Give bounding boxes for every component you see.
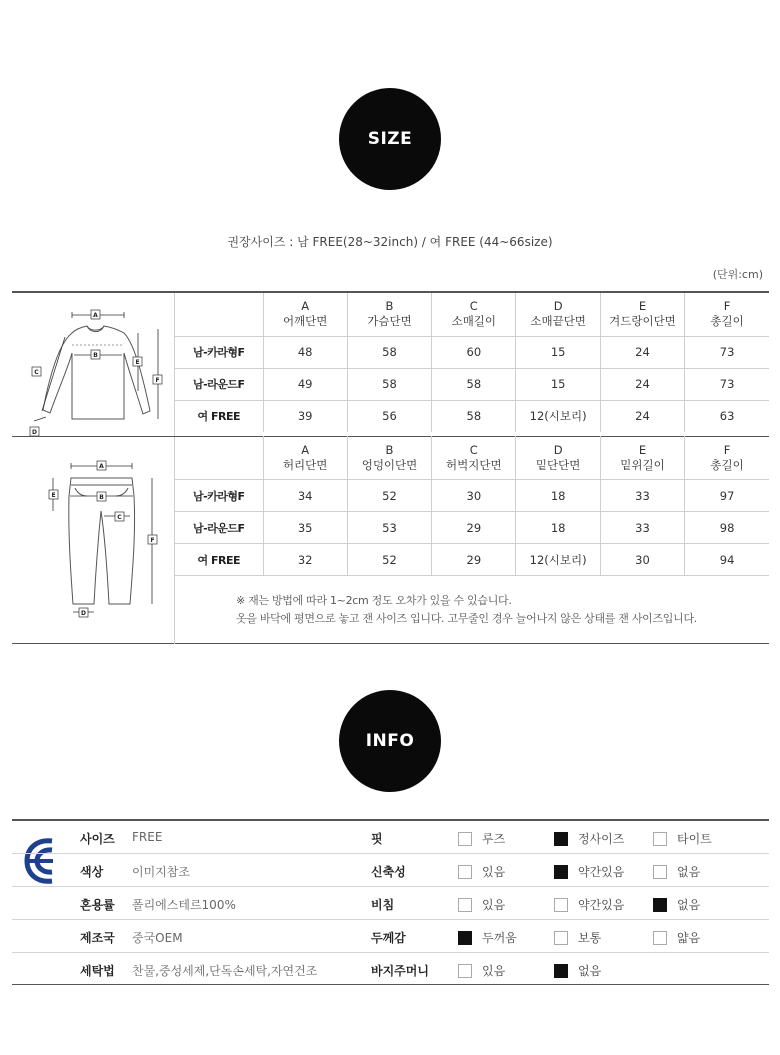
table-row [175, 368, 769, 400]
header-cell: D 밑단단면 [516, 437, 600, 480]
table-cell: 30 [600, 544, 684, 576]
diagram-letter-e: E [135, 359, 140, 366]
table-cell: 73 [685, 336, 769, 368]
measurement-note [175, 580, 769, 644]
header-cell: E 밑위길이 [600, 437, 684, 480]
info-row [12, 887, 769, 920]
option-pocket-yes[interactable]: 있음 [458, 962, 505, 979]
table-cell: 24 [600, 400, 684, 432]
top-header-row [175, 293, 769, 336]
option-stretch-yes[interactable]: 있음 [458, 863, 505, 880]
checkbox-checked[interactable] [554, 865, 568, 879]
info-table [12, 819, 769, 985]
diagram-letter-d: D [32, 429, 37, 436]
unit-label: (단위:cm) [712, 268, 763, 281]
detail-label: 제조국 [80, 931, 115, 945]
checkbox[interactable] [554, 898, 568, 912]
table-cell: 30 [432, 480, 516, 512]
bottom-header-row [175, 437, 769, 480]
row-label: 여 FREE [175, 400, 263, 432]
header-cell: E 겨드랑이단면 [600, 293, 684, 336]
option-sheer-some[interactable]: 약간있음 [554, 896, 624, 913]
header-cell: C 소매길이 [432, 293, 516, 336]
header-cell: A 어깨단면 [263, 293, 347, 336]
checkbox[interactable] [554, 931, 568, 945]
size-badge-label: SIZE [367, 129, 413, 149]
top-size-table [175, 293, 769, 432]
detail-value: 찬물,중성세제,단독손세탁,자연건조 [132, 964, 318, 978]
option-sheer-yes[interactable]: 있음 [458, 896, 505, 913]
table-cell: 49 [263, 368, 347, 400]
table-cell: 48 [263, 336, 347, 368]
garment-diagrams [12, 293, 175, 644]
row-label: 남-라운드F [175, 368, 263, 400]
option-thick[interactable]: 두꺼움 [458, 929, 517, 946]
option-normal[interactable]: 보통 [554, 929, 601, 946]
info-badge [339, 690, 441, 792]
diagram-letter-f: F [155, 377, 160, 384]
table-cell: 29 [432, 512, 516, 544]
info-badge-label: INFO [365, 731, 415, 751]
pants-letter-d: D [81, 610, 86, 617]
table-cell: 18 [516, 480, 600, 512]
row-label: 남-라운드F [175, 512, 263, 544]
note-line: ※ 재는 방법에 따라 1~2cm 정도 오차가 있을 수 있습니다. [236, 594, 512, 607]
attribute-label: 핏 [371, 832, 383, 846]
checkbox-checked[interactable] [458, 931, 472, 945]
info-row [12, 920, 769, 953]
option-regular[interactable]: 정사이즈 [554, 830, 624, 847]
row-label: 남-카라형F [175, 336, 263, 368]
option-thin[interactable]: 얇음 [653, 929, 700, 946]
attribute-label: 신축성 [371, 865, 406, 879]
checkbox[interactable] [458, 898, 472, 912]
bottom-size-table [175, 436, 769, 576]
pants-diagram [12, 436, 175, 644]
table-row [175, 400, 769, 432]
header-cell: F 총길이 [685, 293, 769, 336]
recommended-size-text: 권장사이즈 : 남 FREE(28~32inch) / 여 FREE (44~66size) [227, 235, 553, 249]
table-row [175, 512, 769, 544]
table-cell: 33 [600, 512, 684, 544]
checkbox-checked[interactable] [554, 832, 568, 846]
pants-letter-f: F [150, 537, 155, 544]
checkbox[interactable] [458, 964, 472, 978]
table-cell: 32 [263, 544, 347, 576]
table-cell: 94 [685, 544, 769, 576]
row-label: 여 FREE [175, 544, 263, 576]
option-stretch-some[interactable]: 약간있음 [554, 863, 624, 880]
detail-value: 중국OEM [132, 931, 183, 945]
detail-value: FREE [132, 830, 163, 844]
detail-value: 폴리에스테르100% [132, 898, 236, 912]
detail-label: 사이즈 [80, 832, 115, 846]
table-cell: 60 [432, 336, 516, 368]
table-cell: 12(시보리) [516, 544, 600, 576]
table-cell: 33 [600, 480, 684, 512]
detail-label: 혼용률 [80, 898, 115, 912]
header-cell: A 허리단면 [263, 437, 347, 480]
table-cell: 56 [347, 400, 431, 432]
table-cell: 34 [263, 480, 347, 512]
header-cell: B 엉덩이단면 [347, 437, 431, 480]
attribute-label: 비침 [371, 898, 395, 912]
checkbox[interactable] [653, 931, 667, 945]
checkbox[interactable] [458, 865, 472, 879]
table-cell: 35 [263, 512, 347, 544]
table-cell: 52 [347, 480, 431, 512]
table-cell: 97 [685, 480, 769, 512]
checkbox-checked[interactable] [653, 898, 667, 912]
diagram-letter-c: C [34, 369, 39, 376]
option-sheer-no[interactable]: 없음 [653, 896, 700, 913]
table-row [175, 336, 769, 368]
top-garment-diagram [12, 293, 175, 436]
table-row [175, 544, 769, 576]
table-cell: 24 [600, 368, 684, 400]
note-line: 옷을 바닥에 평면으로 놓고 잰 사이즈 입니다. 고무줄인 경우 늘어나지 않은 상태를 잰 사이즈입니다. [236, 612, 697, 625]
size-badge [339, 88, 441, 190]
attribute-label: 두께감 [371, 931, 406, 945]
diagram-letter-b: B [93, 352, 98, 359]
checkbox-checked[interactable] [554, 964, 568, 978]
header-empty-cell [175, 293, 263, 336]
table-cell: 39 [263, 400, 347, 432]
table-cell: 12(시보리) [516, 400, 600, 432]
table-cell: 29 [432, 544, 516, 576]
table-cell: 58 [432, 368, 516, 400]
table-cell: 53 [347, 512, 431, 544]
checkbox[interactable] [653, 832, 667, 846]
checkbox[interactable] [653, 865, 667, 879]
option-stretch-no[interactable]: 없음 [653, 863, 700, 880]
pants-letter-a: A [99, 463, 104, 470]
table-cell: 24 [600, 336, 684, 368]
table-cell: 98 [685, 512, 769, 544]
table-cell: 18 [516, 512, 600, 544]
pants-letter-b: B [99, 494, 104, 501]
row-label: 남-카라형F [175, 480, 263, 512]
header-cell: B 가슴단면 [347, 293, 431, 336]
info-row [12, 953, 769, 986]
attribute-label: 바지주머니 [371, 964, 429, 978]
table-cell: 63 [685, 400, 769, 432]
detail-value: 이미지참조 [132, 865, 190, 879]
table-cell: 58 [347, 336, 431, 368]
diagram-letter-a: A [93, 312, 98, 319]
table-cell: 58 [432, 400, 516, 432]
pants-letter-e: E [51, 492, 56, 499]
option-loose[interactable]: 루즈 [458, 830, 505, 847]
table-cell: 73 [685, 368, 769, 400]
table-cell: 52 [347, 544, 431, 576]
checkbox[interactable] [458, 832, 472, 846]
detail-label: 색상 [80, 865, 104, 879]
table-cell: 58 [347, 368, 431, 400]
header-cell: D 소매끝단면 [516, 293, 600, 336]
table-cell: 15 [516, 336, 600, 368]
option-tight[interactable]: 타이트 [653, 830, 712, 847]
info-row [12, 821, 769, 854]
size-table [12, 291, 769, 644]
pants-letter-c: C [117, 514, 122, 521]
detail-label: 세탁법 [80, 964, 115, 978]
header-cell: C 허벅지단면 [432, 437, 516, 480]
table-row [175, 480, 769, 512]
table-cell: 15 [516, 368, 600, 400]
header-cell: F 총길이 [685, 437, 769, 480]
option-pocket-no[interactable]: 없음 [554, 962, 601, 979]
header-empty-cell [175, 437, 263, 480]
info-row [12, 854, 769, 887]
